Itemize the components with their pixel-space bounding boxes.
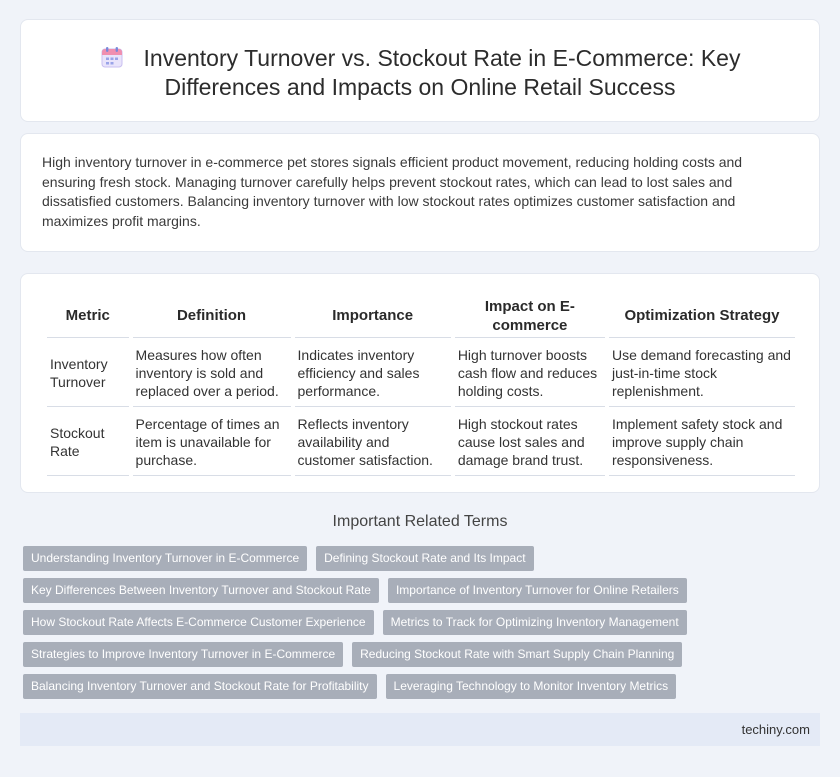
tag-row [23, 642, 713, 667]
column-header: Optimization Strategy [609, 294, 795, 338]
tag-row [23, 610, 713, 635]
table-row [47, 407, 795, 476]
header-card [20, 19, 820, 122]
page-title-line1: Inventory Turnover vs. Stockout Rate in E-Commerce: Key [143, 45, 741, 71]
table-cell: Use demand forecasting and just-in-time stock replenishment. [609, 338, 795, 407]
table-cell: Measures how often inventory is sold and replaced over a period. [133, 338, 291, 407]
table-cell: Indicates inventory efficiency and sales performance. [295, 338, 451, 407]
table-cell: High turnover boosts cash flow and reduces holding costs. [455, 338, 605, 407]
page-title-line2: Differences and Impacts on Online Retail Success [164, 74, 676, 100]
related-terms-title: Important Related Terms [332, 513, 508, 530]
comparison-table-card [20, 273, 820, 493]
related-term-link[interactable]: How Stockout Rate Affects E-Commerce Customer Experience [23, 610, 374, 635]
footer-bar [20, 713, 820, 746]
tag-row [23, 546, 713, 571]
column-header: Impact on E-commerce [455, 294, 605, 338]
column-header: Definition [133, 294, 291, 338]
tag-row [23, 578, 713, 603]
comparison-table [43, 294, 799, 476]
table-cell: High stockout rates cause lost sales and damage brand trust. [455, 407, 605, 476]
table-header-row [47, 294, 795, 338]
intro-paragraph: High inventory turnover in e-commerce pet stores signals efficient product movement, reducing holding costs and ensuring fresh stock. Managing turnover carefully helps prevent stockout rates, which can lead to lost sales and dissatisfied customers. Balancing inventory turnover with low stockout rates optimizes customer satisfaction and maximizes profit margins. [42, 154, 743, 229]
page-title [21, 44, 819, 102]
related-term-link[interactable]: Metrics to Track for Optimizing Inventory Management [383, 610, 687, 635]
table-cell: Percentage of times an item is unavailable for purchase. [133, 407, 291, 476]
related-term-link[interactable]: Key Differences Between Inventory Turnover and Stockout Rate [23, 578, 379, 603]
column-header: Metric [47, 294, 129, 338]
related-term-link[interactable]: Strategies to Improve Inventory Turnover in E-Commerce [23, 642, 343, 667]
intro-card [20, 133, 820, 252]
column-header: Importance [295, 294, 451, 338]
related-term-link[interactable]: Importance of Inventory Turnover for Online Retailers [388, 578, 687, 603]
footer-site-link[interactable]: techiny.com [741, 722, 810, 737]
table-cell: Stockout Rate [47, 407, 129, 476]
related-term-link[interactable]: Reducing Stockout Rate with Smart Supply Chain Planning [352, 642, 682, 667]
related-term-link[interactable]: Balancing Inventory Turnover and Stockout Rate for Profitability [23, 674, 377, 699]
related-terms-list [23, 546, 713, 706]
related-term-link[interactable]: Leveraging Technology to Monitor Inventory Metrics [386, 674, 677, 699]
table-cell: Implement safety stock and improve supply chain responsiveness. [609, 407, 795, 476]
table-row [47, 338, 795, 407]
related-term-link[interactable]: Defining Stockout Rate and Its Impact [316, 546, 533, 571]
table-cell: Inventory Turnover [47, 338, 129, 407]
tag-row [23, 674, 713, 699]
calendar-icon [100, 45, 124, 69]
related-term-link[interactable]: Understanding Inventory Turnover in E-Commerce [23, 546, 307, 571]
table-cell: Reflects inventory availability and customer satisfaction. [295, 407, 451, 476]
